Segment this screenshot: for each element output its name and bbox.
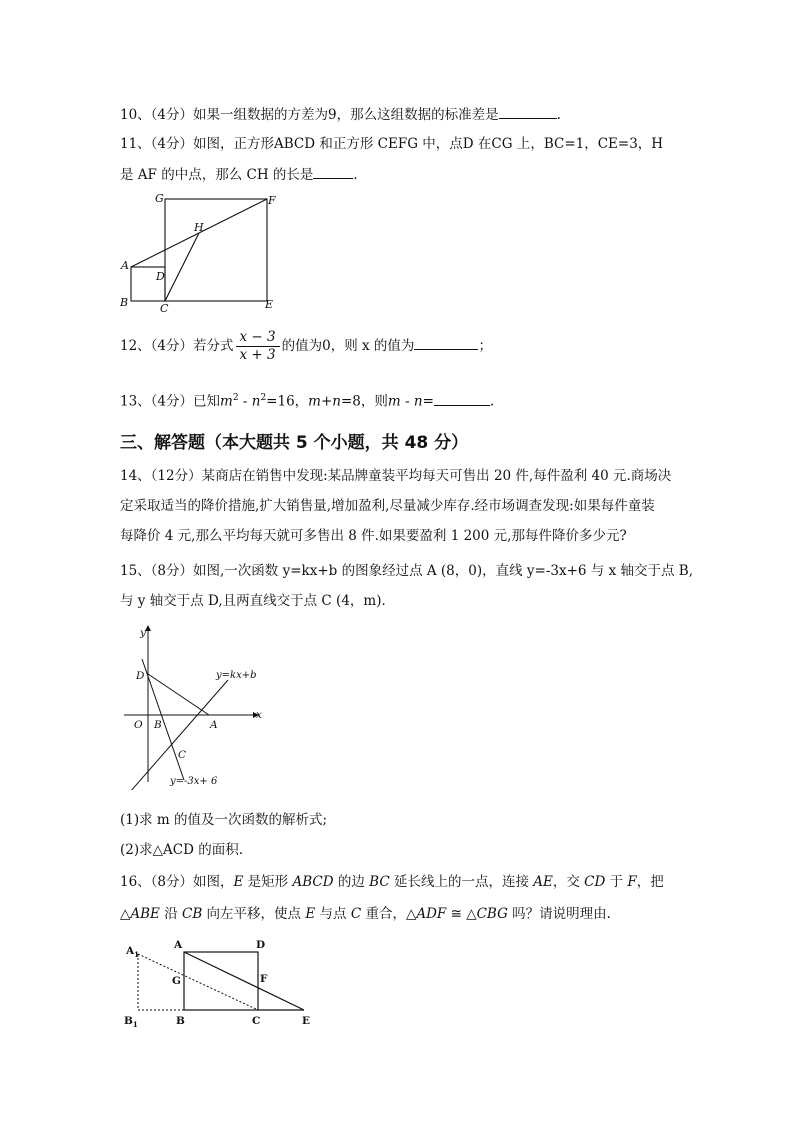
question-14-line3: 每降价 4 元,那么平均每天就可多售出 8 件.如果要盈利 1 200 元,那每件降价多少元? xyxy=(120,528,627,544)
answer-blank xyxy=(313,164,353,179)
question-16-line1: 16、（8分）如图，E 是矩形 ABCD 的边 BC 延长线上的一点，连接 AE，交 CD 于 F，把 xyxy=(120,874,664,890)
answer-blank xyxy=(434,391,490,406)
answer-blank xyxy=(499,104,557,119)
question-16-line2: △ABE 沿 CB 向左平移，使点 E 与点 C 重合，△ADF ≅ △CBG 吗？请说明理由. xyxy=(120,906,611,922)
label-d: D xyxy=(156,270,165,283)
question-13: 13、（4分）已知$m^2 - n^2=16$，m+n=8，则m - n= . xyxy=(120,388,494,412)
label-a: A xyxy=(174,939,183,951)
label-b: B xyxy=(120,296,129,309)
square-figure xyxy=(112,188,282,316)
label-e: E xyxy=(265,298,274,311)
label-f: F xyxy=(268,194,276,207)
question-15-line2: 与 y 轴交于点 D,且两直线交于点 C (4，m)． xyxy=(120,593,395,609)
question-15-line1: 15、（8分）如图,一次函数 y=kx+b 的图象经过点 A (8，0)，直线 y=-3x+6 与 x 轴交于点 B, xyxy=(120,563,694,579)
label-c: C xyxy=(252,1015,261,1027)
label-c: C xyxy=(178,749,187,761)
label-b: B xyxy=(154,719,162,731)
label-o: O xyxy=(134,719,143,731)
label-b1: $B_1$ xyxy=(124,1015,138,1029)
line-kx-plus-b xyxy=(130,680,228,790)
answer-blank xyxy=(414,335,478,350)
question-10: 10、（4分）如果一组数据的方差为9，那么这组数据的标准差是 . xyxy=(120,104,561,125)
fraction: $\frac{x - 3}{x + 3}$ xyxy=(236,329,280,364)
question-14-line1: 14、（12分）某商店在销售中发现:某品牌童装平均每天可售出 20 件,每件盈利 40 元.商场决 xyxy=(120,468,672,484)
label-f: F xyxy=(260,973,268,985)
label-h: H xyxy=(194,221,204,234)
label-line-kx-b: y=kx+b xyxy=(216,670,257,681)
label-a: A xyxy=(121,259,129,272)
label-line-neg3x: y=-3x+ 6 xyxy=(170,776,218,787)
section-heading: 三、解答题（本大题共 5 个小题，共 48 分） xyxy=(120,433,469,453)
label-y: y xyxy=(140,627,146,639)
label-d: D xyxy=(256,939,266,951)
question-14-line2: 定采取适当的降价措施,扩大销售量,增加盈利,尽量减少库存.经市场调查发现:如果每件童装 xyxy=(120,498,655,514)
label-x: x xyxy=(256,709,262,721)
label-d: D xyxy=(136,670,145,682)
label-c: C xyxy=(160,302,169,315)
label-g: G xyxy=(172,975,181,987)
label-a: A xyxy=(210,719,218,731)
question-11-line2: 是 AF 的中点，那么 CH 的长是 . xyxy=(120,164,358,185)
rectangle-translation-figure xyxy=(118,934,324,1030)
linear-function-graph xyxy=(118,622,266,790)
label-a1: $A_1$ xyxy=(126,945,140,959)
question-10-text: 10、（4分）如果一组数据的方差为9，那么这组数据的标准差是 xyxy=(120,107,499,123)
question-15-sub2: (2)求△ACD 的面积. xyxy=(120,842,243,858)
label-e: E xyxy=(302,1015,311,1027)
label-g: G xyxy=(155,192,164,205)
segment-da xyxy=(148,674,209,715)
question-15-sub1: (1)求 m 的值及一次函数的解析式; xyxy=(120,812,328,828)
question-11-line1: 11、（4分）如图，正方形ABCD 和正方形 CEFG 中，点D 在CG 上，BC=1，CE=3，H xyxy=(120,136,664,152)
question-12: 12、（4分）若分式 $\frac{x - 3}{x + 3}$ 的值为0，则 x 的值为 ； xyxy=(120,329,492,363)
label-b: B xyxy=(176,1015,185,1027)
